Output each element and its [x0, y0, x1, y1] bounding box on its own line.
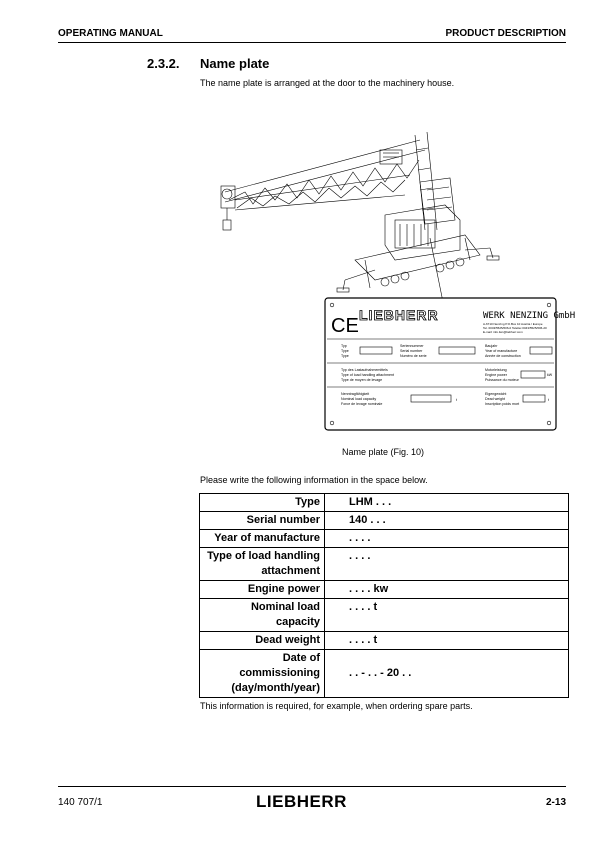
footer-logo [256, 790, 352, 812]
row-label-type: Type [200, 494, 325, 512]
plate-load-fr: Force de levage nominale [341, 402, 383, 406]
section-intro: The name plate is arranged at the door to the machinery house. [200, 78, 455, 88]
header-manual-title: OPERATING MANUAL [58, 28, 163, 39]
row-value-dead-weight: . . . . t [325, 632, 569, 650]
header-chapter-title: PRODUCT DESCRIPTION [445, 28, 566, 39]
plate-serial-en: Serial number [400, 349, 423, 353]
section-title: Name plate [200, 56, 270, 71]
ce-mark: CE [331, 315, 359, 337]
plate-type-en: Type [341, 349, 349, 353]
nameplate-address-line: Tel. 0043/5525/606-0 Telefax 0043/5525/606-20 [483, 326, 547, 330]
row-value-commissioning-date: . . - . . - 20 . . [325, 650, 569, 698]
row-label-commissioning-date: Date of commissioning (day/month/year) [200, 650, 325, 698]
plate-weight-en: Dead weight [485, 397, 505, 401]
plate-engine-fr: Puissance du moteur [485, 378, 519, 382]
table-row [200, 632, 569, 650]
plate-engine-unit: kW [547, 373, 553, 377]
plate-engine-de: Motorleistung [485, 368, 507, 372]
table-row [200, 581, 569, 599]
plate-year-de: Baujahr [485, 344, 498, 348]
table-row [200, 494, 569, 512]
plate-year-fr: Année de construction [485, 354, 521, 358]
row-value-engine-power: . . . . kw [325, 581, 569, 599]
plate-load-en: Nominal load capacity [341, 397, 377, 401]
plate-type-de: Typ [341, 344, 347, 348]
figure-caption: Name plate (Fig. 10) [341, 447, 425, 457]
table-row [200, 512, 569, 530]
row-label-year: Year of manufacture [200, 530, 325, 548]
row-value-nominal-load: . . . . t [325, 599, 569, 632]
row-value-type: LHM . . . [325, 494, 569, 512]
section-number: 2.3.2. [147, 56, 180, 71]
table-row [200, 599, 569, 632]
nameplate-address-line: E-mail: info.lwn@liebherr.com [483, 330, 523, 334]
plate-year-en: Year of manufacture [485, 349, 518, 353]
row-value-year: . . . . [325, 530, 569, 548]
table-row [200, 548, 569, 581]
header-rule [58, 42, 566, 43]
plate-serial-fr: Numéro de serie [400, 354, 427, 358]
plate-serial-de: Seriennummer [400, 344, 424, 348]
plate-load-unit: t [456, 398, 457, 402]
row-value-attachment: . . . . [325, 548, 569, 581]
plate-weight-de: Eigengewicht [485, 392, 507, 396]
note-text: This information is required, for example, when ordering spare parts. [200, 701, 473, 711]
name-plate [325, 298, 575, 430]
nameplate-address-line: A-6710 Nenzing P.O.Box 10 Austria / Europe [483, 322, 543, 326]
plate-load-de: Nenntragfähigkeit [341, 392, 370, 396]
table-row [200, 530, 569, 548]
instruction-text: Please write the following information in the space below. [200, 475, 428, 485]
footer-rule [58, 786, 566, 787]
plate-attachment-en: Type of load handling attachment [341, 373, 394, 377]
footer-logo-text: LIEBHERR [256, 792, 347, 811]
row-label-nominal-load: Nominal load capacity [200, 599, 325, 632]
row-label-attachment: Type of load handling attachment [200, 548, 325, 581]
row-label-serial-number: Serial number [200, 512, 325, 530]
crane-illustration [221, 132, 499, 302]
plate-engine-en: Engine power [485, 373, 507, 377]
nameplate-logo: LIEBHERR [359, 307, 439, 323]
nameplate-info-table [199, 493, 569, 698]
plate-attachment-de: Typ des Lastaufnahmemittels [341, 368, 388, 372]
plate-weight-unit: t [548, 398, 549, 402]
row-label-engine-power: Engine power [200, 581, 325, 599]
plate-attachment-fr: Type de moyen de levage [341, 378, 383, 382]
footer-page-number: 2-13 [545, 797, 566, 808]
row-value-serial-number: 140 . . . [325, 512, 569, 530]
table-row [200, 650, 569, 698]
plate-weight-fr: Inscription poids mort [485, 402, 520, 406]
name-plate-figure [215, 120, 576, 430]
footer-doc-number: 140 707/1 [58, 797, 103, 808]
plate-type-fr: Type [341, 354, 349, 358]
row-label-dead-weight: Dead weight [200, 632, 325, 650]
nameplate-company: WERK NENZING GmbH [483, 311, 576, 321]
